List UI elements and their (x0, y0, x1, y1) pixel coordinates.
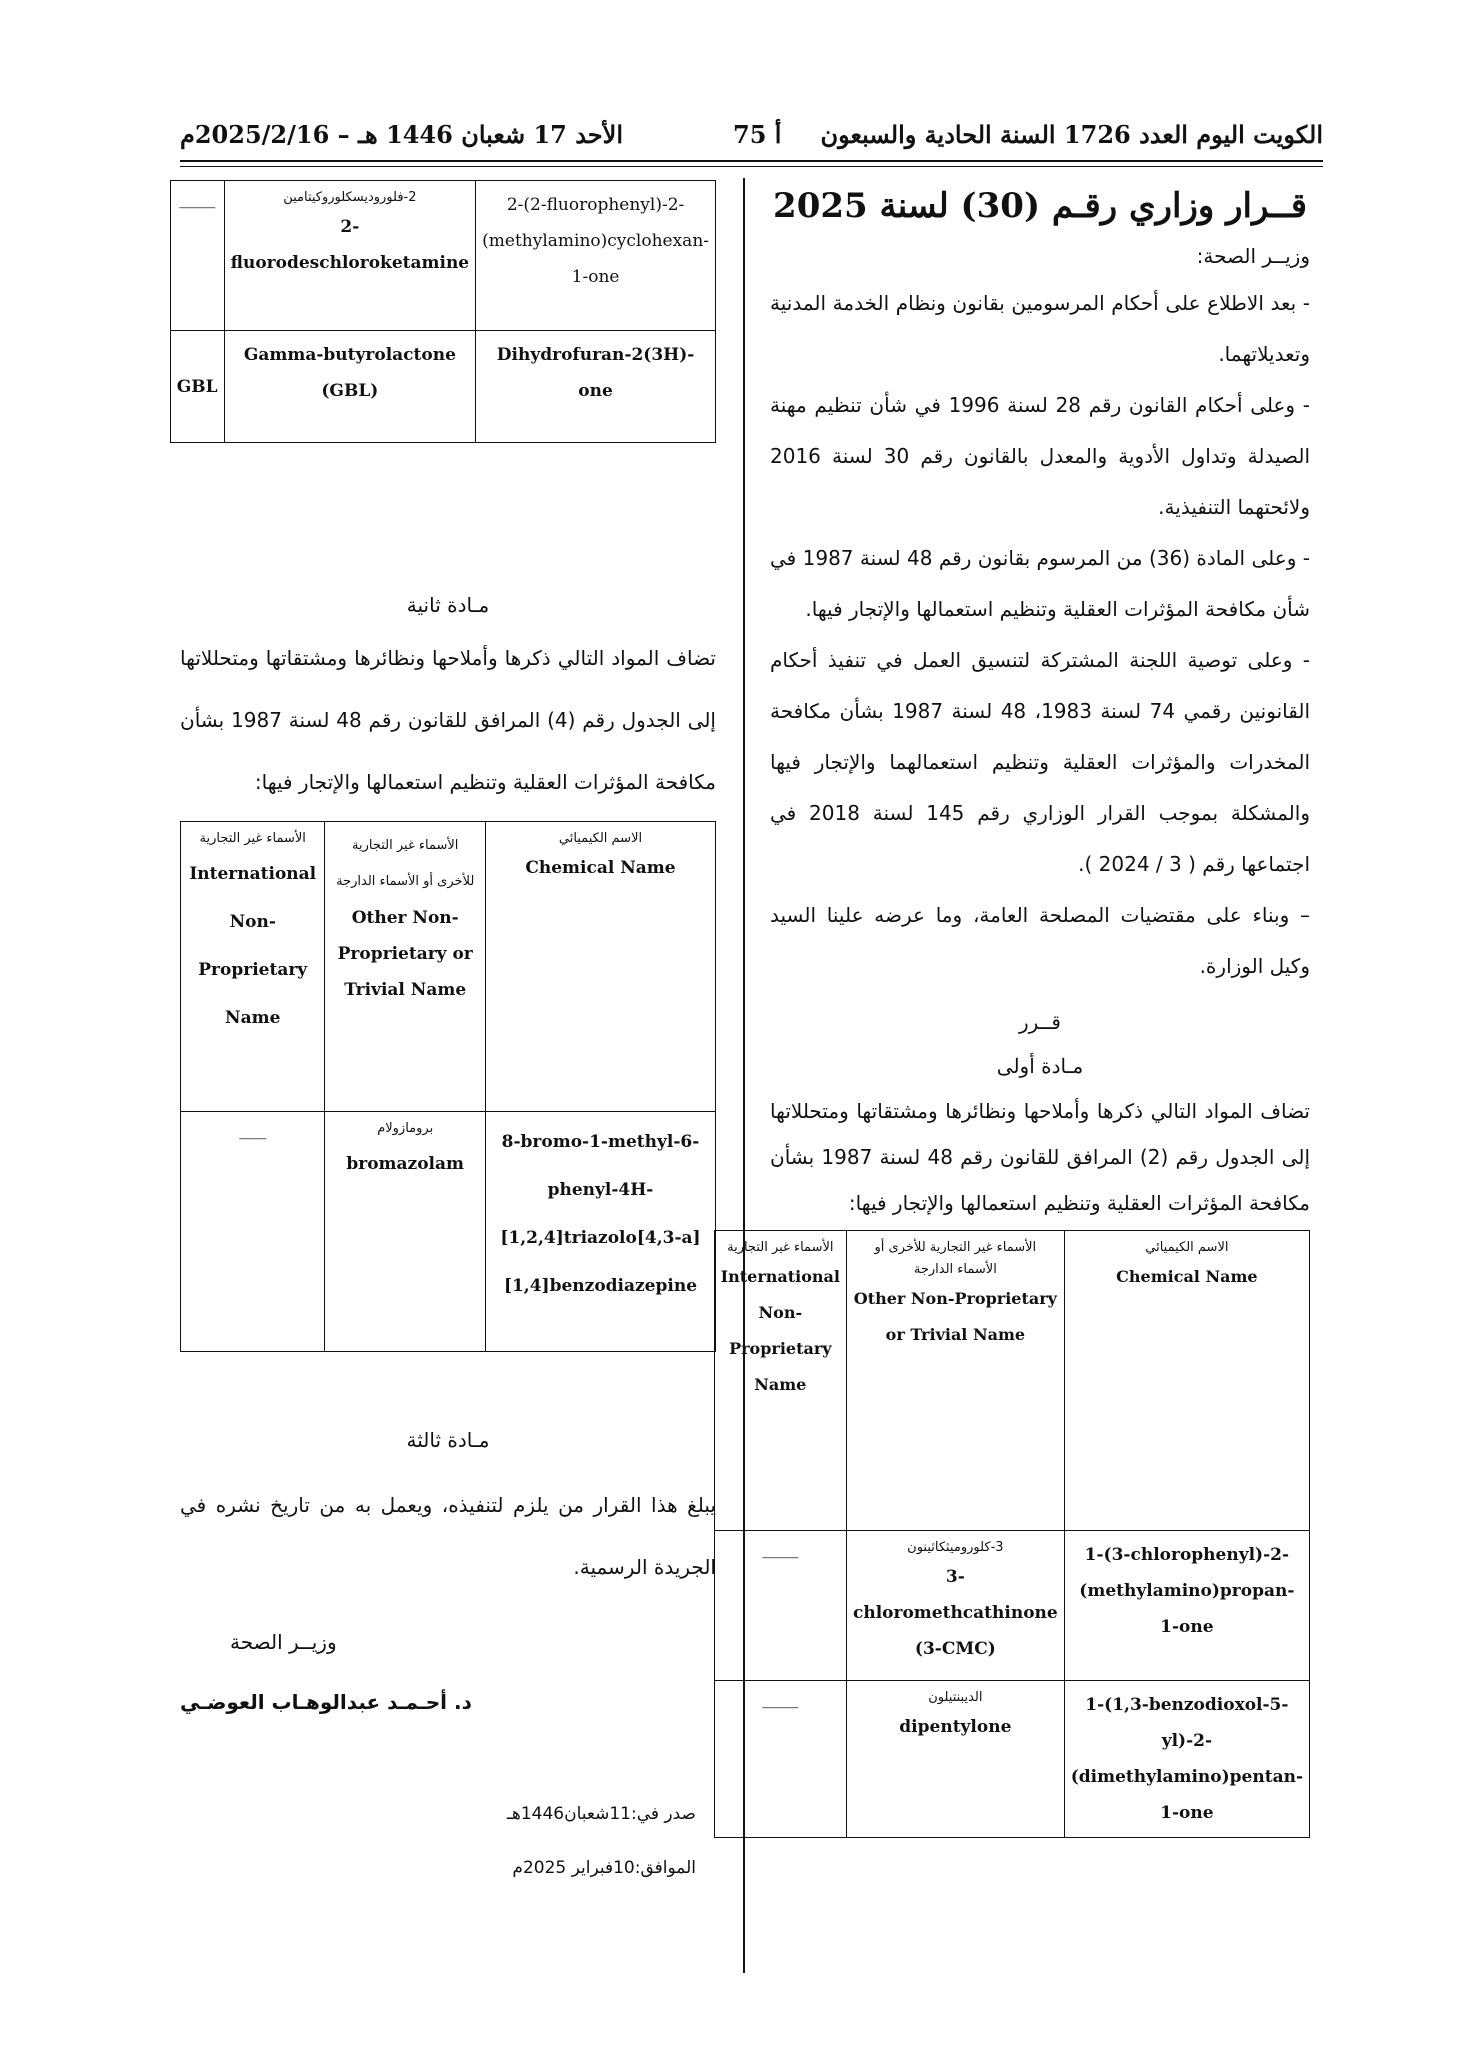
article3-text-block (180, 1474, 716, 1598)
table-row (714, 1681, 1309, 1838)
cell-chemical-name: Dihydrofuran-2(3H)-one (476, 331, 716, 443)
left-column (176, 180, 716, 1890)
decided-label: قــرر (1019, 1010, 1061, 1034)
header-other-ar: الأسماء غير التجارية للأخرى أو الأسماء الدارجة (874, 1240, 1037, 1277)
article3-text: يبلغ هذا القرار من يلزم لتنفيذه، ويعمل به من تاريخ نشره في الجريدة الرسمية. (180, 1493, 716, 1579)
page-header (180, 120, 1323, 156)
cell-other-name: الديبنتيلون dipentylone (846, 1681, 1064, 1838)
decree-title: قــرار وزاري رقـم (30) لسنة 2025 (773, 186, 1307, 226)
header-inn-ar: الأسماء غير التجارية (727, 1240, 834, 1255)
table-row (181, 1112, 716, 1352)
table-row (170, 331, 715, 443)
signature-block (180, 1612, 716, 1890)
header-other-en: Other Non-Proprietary or Trivial Name (853, 1289, 1057, 1344)
preamble (770, 278, 1310, 992)
article3-title: مـادة ثالثة (406, 1428, 490, 1452)
issued-date: صدر في:11شعبان1446هـ (506, 1804, 696, 1824)
article1-text: تضاف المواد التالي ذكرها وأملاحها ونظائرها ومشتقاتها ومتحللاتها إلى الجدول رقم (2) المرافق للقانون رقم 48 لسنة 1987 بشأن مكافحة المؤثرات العقلية وتنظيم استعمالها والإتجار فيها: (770, 1099, 1310, 1215)
header-chemical-name (1064, 1231, 1309, 1531)
cell-chemical-name: 2-(2-fluorophenyl)-2-(methylamino)cyclohexan-1-one (476, 181, 716, 331)
cell-other-name: Gamma-butyrolactone (GBL) (224, 331, 476, 443)
header-chemical-name: الاسم الكيميائي Chemical Name (485, 822, 715, 1112)
article2-title: مـادة ثانية (406, 593, 490, 617)
header-other-name: الأسماء غير التجارية للأخرى أو الأسماء الدارجة Other Non-Proprietary or Trivial Name (325, 822, 486, 1112)
preamble-item: - وعلى أحكام القانون رقم 28 لسنة 1996 في شأن تنظيم مهنة الصيدلة وتداول الأدوية والمعدل بالقانون رقم 30 لسنة 2016 ولائحتهما التنفيذية. (770, 393, 1310, 519)
continued-table (170, 180, 716, 443)
article1-text-block (770, 1088, 1310, 1226)
table-row (714, 1531, 1309, 1681)
cell-chemical-name: 1-(3-chlorophenyl)-2-(methylamino)propan-1-one (1064, 1531, 1309, 1681)
minister-heading: وزيــر الصحة: (1196, 244, 1310, 268)
table-header-row (714, 1231, 1309, 1531)
article2-text-block (180, 627, 716, 813)
preamble-item: - وعلى المادة (36) من المرسوم بقانون رقم 48 لسنة 1987 في شأن مكافحة المؤثرات العقلية وتنظيم استعمالها والإتجار فيها. (770, 546, 1310, 621)
table-header-row (181, 822, 716, 1112)
article1-title: مـادة أولى (996, 1054, 1084, 1078)
cell-inn: ____ (714, 1531, 846, 1681)
header-inn-en: International Non-Proprietary Name (720, 1267, 840, 1394)
cell-inn: ___ (181, 1112, 325, 1352)
header-inn: الأسماء غير التجارية International Non-Proprietary Name (181, 822, 325, 1112)
right-column (720, 180, 1311, 1838)
header-other-name (846, 1231, 1064, 1531)
header-issue-info: الكويت اليوم العدد 1726 السنة الحادية والسبعون (820, 120, 1323, 149)
header-chem-ar: الاسم الكيميائي (1145, 1240, 1229, 1255)
cell-other-name: 3-كلوروميثكاثينون 3-chloromethcathinone (3-CMC) (846, 1531, 1064, 1681)
article1-table (714, 1230, 1310, 1838)
header-chem-en: Chemical Name (1116, 1267, 1258, 1286)
preamble-item: - بعد الاطلاع على أحكام المرسومين بقانون ونظام الخدمة المدنية وتعديلاتهما. (770, 291, 1310, 366)
cell-other-name: برومازولام bromazolam (325, 1112, 486, 1352)
cell-chemical-name: 8-bromo-1-methyl-6-phenyl-4H-[1,2,4]triazolo[4,3-a][1,4]benzodiazepine (485, 1112, 715, 1352)
cell-inn: ____ (170, 181, 224, 331)
header-rule (180, 160, 1323, 162)
preamble-item: - وعلى توصية اللجنة المشتركة لتنسيق العمل في تنفيذ أحكام القانونين رقمي 74 لسنة 1983، 48 لسنة 1987 بشأن مكافحة المخدرات والمؤثرات العقلية وتنظيم استعمالهما والإتجار فيها والمشكلة بموجب القرار الوزاري رقم 145 لسنة 2018 في اجتماعها رقم ( 3 / 2024 ). (770, 648, 1311, 876)
cell-inn: ____ (714, 1681, 846, 1838)
signature-name: د. أحـمـد عبدالوهـاب العوضـي (180, 1690, 472, 1714)
table-row (170, 181, 715, 331)
article2-table (180, 821, 716, 1352)
preamble-item: – وبناء على مقتضيات المصلحة العامة، وما عرضه علينا السيد وكيل الوزارة. (770, 903, 1310, 978)
signature-role: وزيــر الصحة (230, 1630, 337, 1654)
header-inn (714, 1231, 846, 1531)
article2-text: تضاف المواد التالي ذكرها وأملاحها ونظائرها ومشتقاتها ومتحللاتها إلى الجدول رقم (4) المرافق للقانون رقم 48 لسنة 1987 بشأن مكافحة المؤثرات العقلية وتنظيم استعمالها والإتجار فيها: (180, 646, 716, 794)
cell-chemical-name: 1-(1,3-benzodioxol-5-yl)-2-(dimethylamino)pentan-1-one (1064, 1681, 1309, 1838)
header-page-number: أ 75 (733, 120, 782, 149)
header-rule-thin (180, 166, 1323, 167)
cell-inn: GBL (170, 331, 224, 443)
header-date: الأحد 17 شعبان 1446 هـ – 2025/2/16م (180, 120, 623, 149)
corresponding-date: الموافق:10فبراير 2025م (512, 1858, 696, 1878)
cell-other-name: 2-فلوروديسكلوروكيتامين 2-fluorodeschloroketamine (224, 181, 476, 331)
